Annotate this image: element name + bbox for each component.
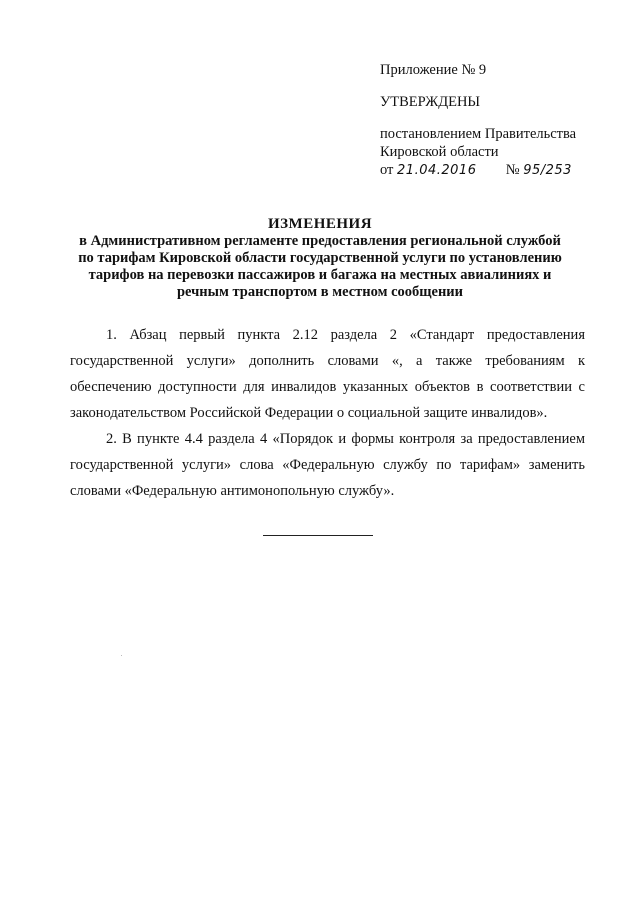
- resolution-line-2: Кировской области: [380, 144, 499, 160]
- paragraph-item-2: [70, 426, 585, 504]
- closing-separator-line: [263, 535, 373, 536]
- title-line: по тарифам Кировской области государственной услуги по установлению: [78, 250, 562, 266]
- resolution-line-1: постановлением Правительства: [380, 126, 577, 142]
- paragraph-line: государственной услуги» слова «Федеральную службу по тарифам» заменить: [70, 457, 585, 473]
- title-heading: ИЗМЕНЕНИЯ: [267, 216, 373, 232]
- number-prefix: №: [505, 162, 520, 178]
- paragraph-line: государственной услуги» дополнить словами «, а также требованиям к: [70, 353, 585, 369]
- approved-label: УТВЕРЖДЕНЫ: [380, 94, 481, 110]
- paragraph-line: законодательством Российской Федерации о социальной защите инвалидов».: [70, 405, 548, 421]
- paragraph-line: словами «Федеральную антимонопольную службу».: [70, 483, 395, 499]
- paragraph-line: обеспечению доступности для инвалидов указанных объектов в соответствии с: [70, 379, 585, 395]
- document-title: [60, 216, 580, 301]
- title-line: в Административном регламенте предоставления региональной службой: [79, 233, 561, 249]
- handwritten-date: 21.04.2016: [397, 163, 477, 178]
- resolution-date-line: [380, 162, 572, 179]
- scan-speck: [121, 655, 122, 656]
- date-prefix: от: [380, 162, 394, 178]
- paragraph-item-1: [70, 322, 585, 426]
- title-line: тарифов на перевозки пассажиров и багажа на местных авиалиниях и: [88, 267, 552, 283]
- paragraph-line: 2. В пункте 4.4 раздела 4 «Порядок и формы контроля за предоставлением: [106, 431, 585, 447]
- paragraph-line: 1. Абзац первый пункта 2.12 раздела 2 «Стандарт предоставления: [106, 327, 585, 343]
- title-line: речным транспортом в местном сообщении: [176, 284, 464, 300]
- handwritten-number: 95/253: [523, 163, 572, 178]
- appendix-label: Приложение № 9: [380, 62, 487, 78]
